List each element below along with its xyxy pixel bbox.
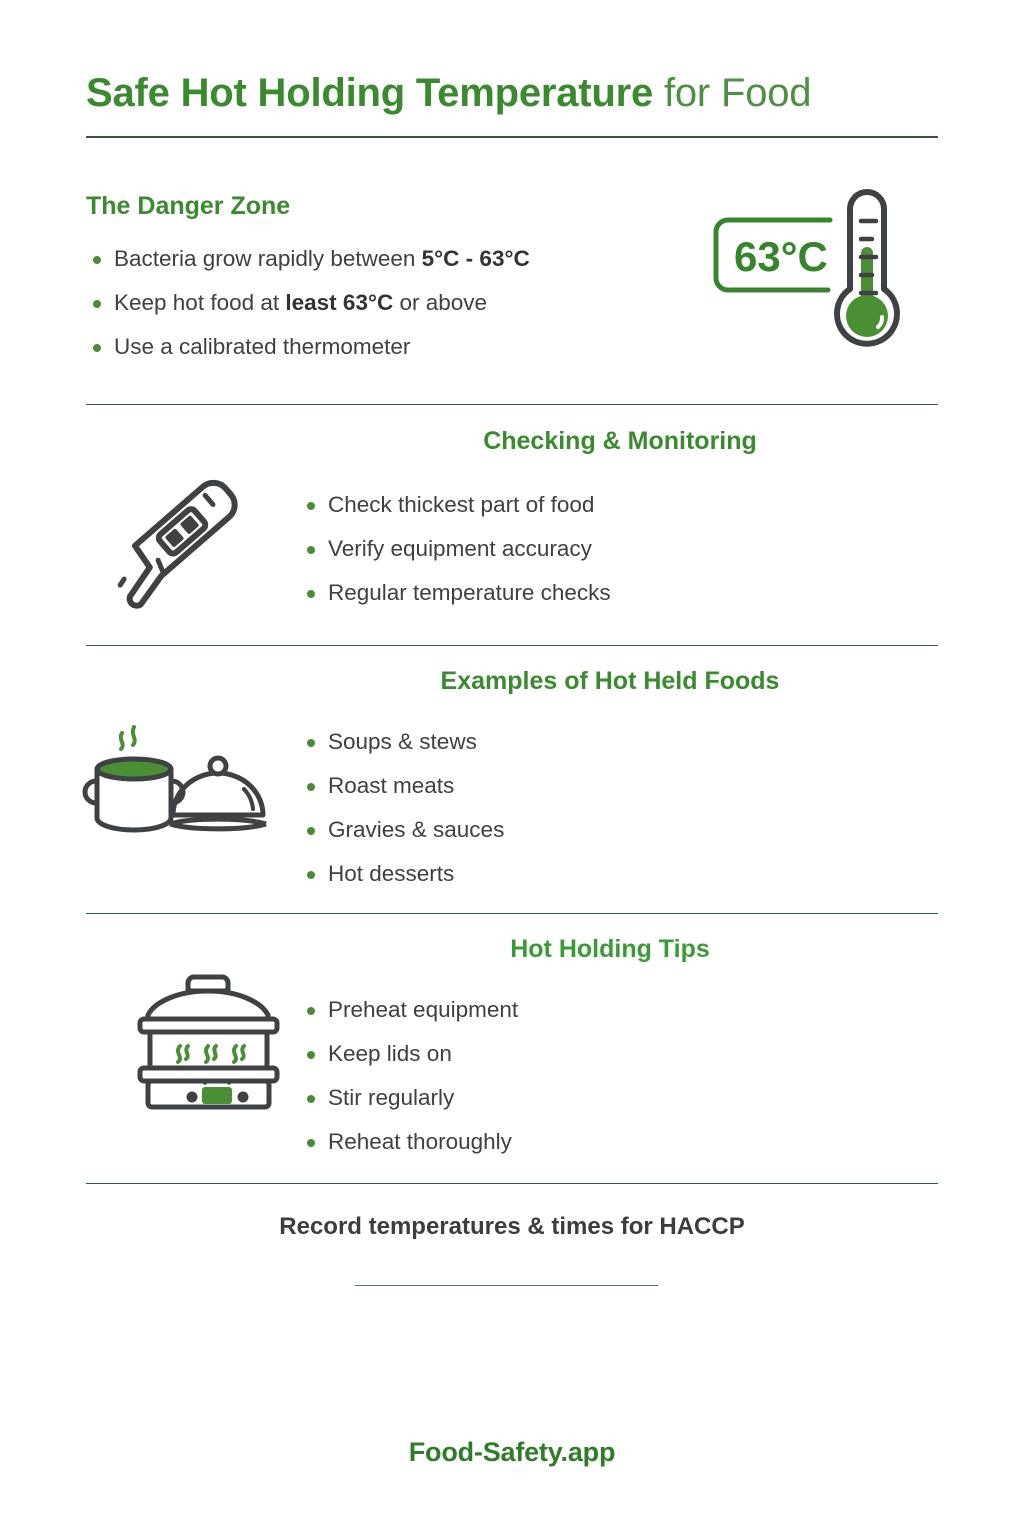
bullet-text: Preheat equipment bbox=[328, 997, 519, 1022]
footer-divider bbox=[355, 1285, 658, 1286]
section-heading-examples: Examples of Hot Held Foods bbox=[440, 667, 780, 695]
list-item bbox=[300, 720, 860, 764]
section-heading-checking-monitoring: Checking & Monitoring bbox=[483, 427, 757, 455]
list-item bbox=[86, 281, 686, 325]
bullet-text: Roast meats bbox=[328, 773, 455, 798]
list-item bbox=[300, 483, 860, 527]
list-item bbox=[300, 1076, 860, 1120]
bullet-text: Regular temperature checks bbox=[328, 580, 611, 605]
divider-title bbox=[86, 136, 938, 138]
list-item bbox=[300, 571, 860, 615]
bain-marie-icon bbox=[126, 961, 296, 1111]
bullet-text-bold: least 63°C bbox=[285, 290, 394, 315]
bullet-text: Gravies & sauces bbox=[328, 817, 505, 842]
bullet-text: Check thickest part of food bbox=[328, 492, 595, 517]
section-heading-danger-zone: The Danger Zone bbox=[86, 192, 291, 220]
list-item bbox=[300, 1120, 860, 1164]
list-item bbox=[300, 527, 860, 571]
bullet-text: Use a calibrated thermometer bbox=[114, 334, 411, 359]
bullet-list-examples bbox=[300, 720, 860, 896]
list-item bbox=[300, 1032, 860, 1076]
bullet-text: Keep hot food at bbox=[114, 290, 286, 315]
bullet-text: Verify equipment accuracy bbox=[328, 536, 592, 561]
page-title-light: for Food bbox=[653, 71, 812, 115]
divider-4 bbox=[86, 1183, 938, 1184]
page-title-strong: Safe Hot Holding Temperature bbox=[86, 71, 654, 115]
page-title bbox=[86, 68, 938, 118]
thermometer-badge-text: 63°C bbox=[734, 233, 828, 280]
thermometer-icon bbox=[700, 185, 910, 375]
list-item bbox=[300, 852, 860, 896]
bullet-list-checking-monitoring bbox=[300, 483, 860, 615]
list-item bbox=[86, 325, 686, 369]
bullet-list-danger-zone bbox=[86, 237, 686, 369]
list-item bbox=[86, 237, 686, 281]
divider-1 bbox=[86, 404, 938, 405]
brand-name: Food-Safety.app bbox=[408, 1437, 616, 1467]
bullet-text-post: or above bbox=[393, 290, 488, 315]
list-item bbox=[300, 988, 860, 1032]
bullet-text: Soups & stews bbox=[328, 729, 477, 754]
section-heading-tips: Hot Holding Tips bbox=[510, 935, 710, 963]
bullet-text-bold: 5°C - 63°C bbox=[421, 246, 530, 271]
bullet-text: Stir regularly bbox=[328, 1085, 455, 1110]
bullet-text: Bacteria grow rapidly between bbox=[114, 246, 422, 271]
bullet-list-tips bbox=[300, 988, 860, 1164]
bullet-text: Keep lids on bbox=[328, 1041, 452, 1066]
list-item bbox=[300, 764, 860, 808]
divider-2 bbox=[86, 645, 938, 646]
list-item bbox=[300, 808, 860, 852]
pot-and-cloche-icon bbox=[72, 717, 292, 847]
divider-3 bbox=[86, 913, 938, 914]
bullet-text: Hot desserts bbox=[328, 861, 455, 886]
digital-thermometer-icon bbox=[80, 470, 290, 630]
footer-note: Record temperatures & times for HACCP bbox=[279, 1213, 745, 1240]
bullet-text: Reheat thoroughly bbox=[328, 1129, 512, 1154]
